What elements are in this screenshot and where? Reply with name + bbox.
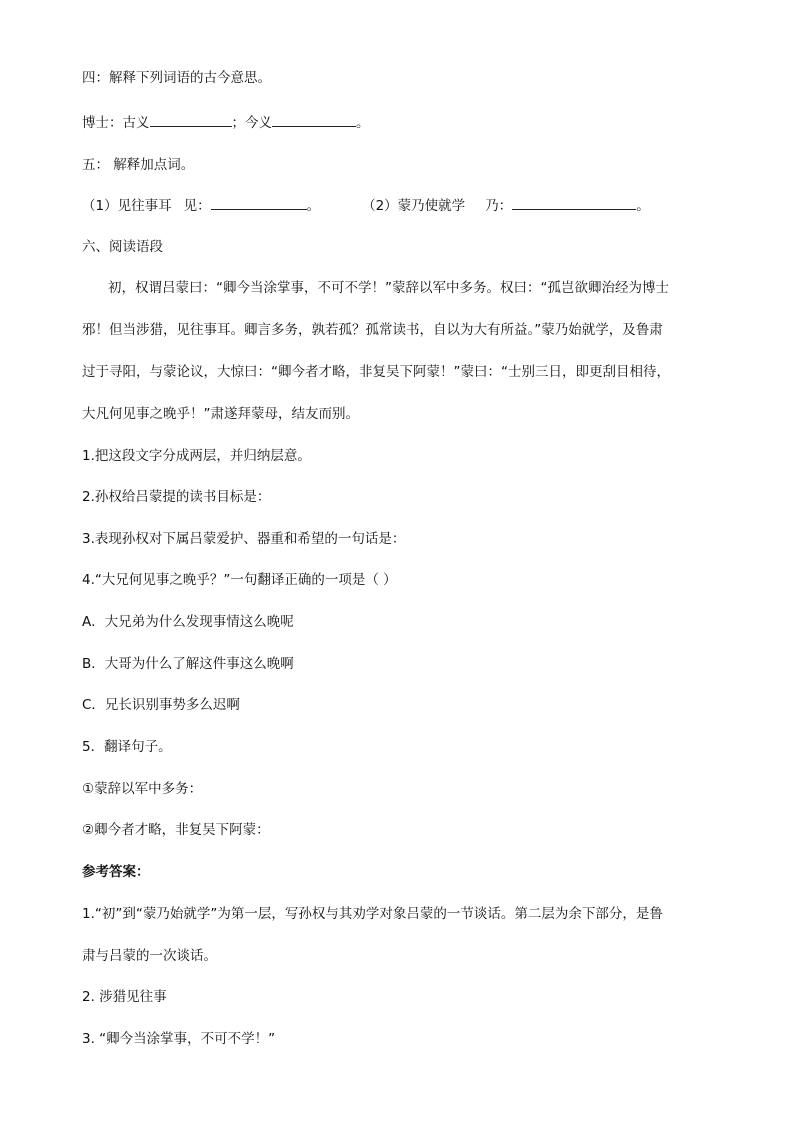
- term-end: 。: [356, 115, 370, 131]
- passage-line: 大凡何见事之晚乎！”肃遂拜蒙母，结友而别。: [82, 406, 359, 422]
- q1-end: 。: [306, 198, 321, 214]
- question-4: 4.“大兄何见事之晚乎？”一句翻译正确的一项是（ ）: [82, 572, 397, 588]
- section-4-heading: 四：解释下列词语的古今意思。: [82, 70, 271, 86]
- question-5: 5．翻译句子。: [82, 739, 172, 755]
- answer-blank-ancient[interactable]: [150, 112, 232, 127]
- answers-heading: 参考答案：: [82, 864, 150, 880]
- answer-2: 2. 涉猎见往事: [82, 989, 167, 1005]
- answer-blank-q2[interactable]: [512, 195, 636, 210]
- q2-label: （2）蒙乃使就学: [362, 198, 466, 214]
- option-a[interactable]: A．大兄弟为什么发现事情这么晚呢: [82, 614, 294, 630]
- answer-1-line: 1.“初”到“蒙乃始就学”为第一层，写孙权与其劝学对象吕蒙的一节谈话。第二层为余下部分，是鲁: [82, 906, 663, 922]
- question-3: 3.表现孙权对下属吕蒙爱护、器重和希望的一句话是：: [82, 531, 406, 547]
- q2-end: 。: [636, 198, 650, 214]
- section-4-item: [82, 112, 370, 133]
- answer-blank-q1[interactable]: [211, 195, 307, 210]
- passage-line: 过于寻阳，与蒙论议，大惊曰：“卿今者才略，非复吴下阿蒙！”蒙曰：“士别三日，即更刮目相待，: [82, 364, 670, 380]
- answer-blank-modern[interactable]: [272, 112, 356, 127]
- answer-1-line: 肃与吕蒙的一次谈话。: [82, 948, 217, 964]
- translate-item-2: ②卿今者才略，非复吴下阿蒙：: [82, 822, 270, 838]
- term-label: 博士：古义: [82, 115, 150, 131]
- option-c[interactable]: C．兄长识别事势多么迟啊: [82, 697, 240, 713]
- q1-word: 见：: [183, 198, 211, 214]
- section-5-items: [82, 195, 650, 216]
- passage-line: 邪！但当涉猎，见往事耳。卿言多务，孰若孤？孤常读书，自以为大有所益。”蒙乃始就学，及鲁肃: [82, 322, 663, 338]
- question-1: 1.把这段文字分成两层，并归纳层意。: [82, 448, 311, 464]
- answer-3: 3. “卿今当涂掌事，不可不学！”: [82, 1031, 276, 1047]
- term-sep: ；今义: [231, 115, 272, 131]
- section-6-heading: 六、阅读语段: [82, 239, 163, 255]
- q1-label: （1）见往事耳: [82, 198, 172, 214]
- passage-line: 初，权谓吕蒙曰：“卿今当涂掌事，不可不学！”蒙辞以军中多务。权曰：“孤岂欲卿治经为博士: [108, 280, 669, 296]
- option-b[interactable]: B．大哥为什么了解这件事这么晚啊: [82, 656, 294, 672]
- question-2: 2.孙权给吕蒙提的读书目标是：: [82, 489, 271, 505]
- translate-item-1: ①蒙辞以军中多务：: [82, 781, 203, 797]
- q2-word: 乃：: [485, 198, 513, 214]
- section-5-heading: 五： 解释加点词。: [82, 157, 195, 173]
